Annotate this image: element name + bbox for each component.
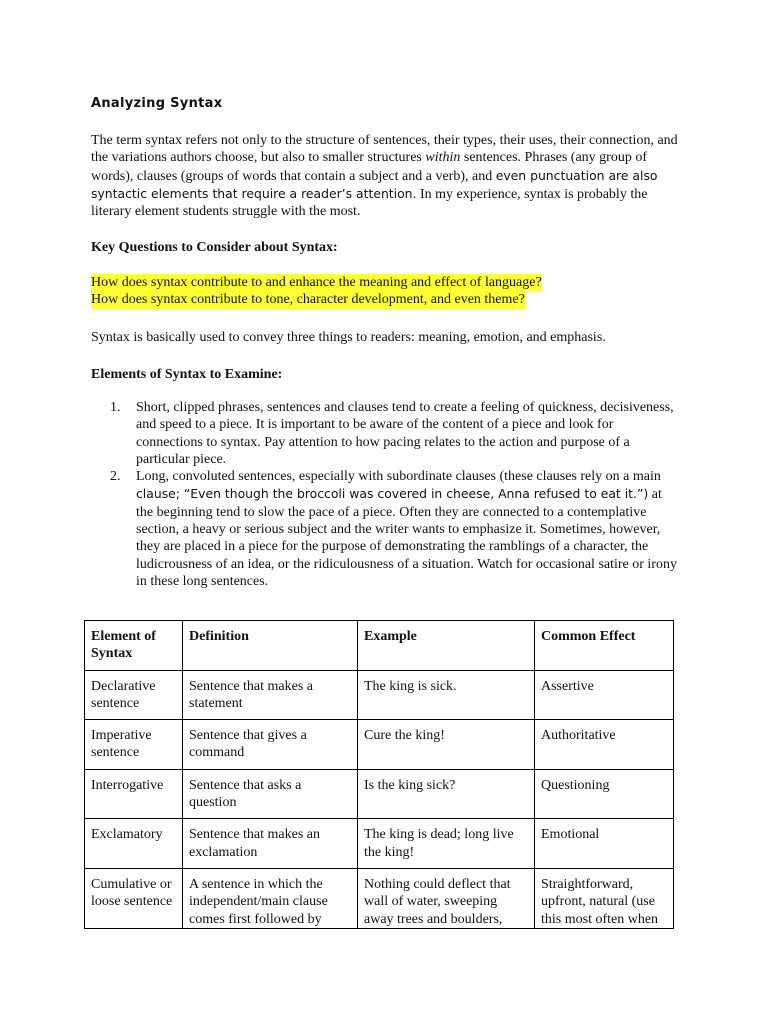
list-item-text: Short, clipped phrases, sentences and clauses tend to create a feeling of quickness, decisiveness, and speed to a piece. It is important to be aware of the content of a piece and look for connections to syntax. Pay attention to how pacing relates to the action and purpose of a particular piece. [136, 400, 674, 467]
table-cell-text: Straightforward, upfront, natural (use this most often when [541, 876, 659, 927]
table-header-row [85, 621, 674, 671]
table-cell: Emotional [535, 819, 674, 869]
table-cell: The king is dead; long live the king! [358, 819, 535, 869]
syntax-table [84, 620, 674, 929]
document-title: Analyzing Syntax [91, 96, 223, 111]
table-row [85, 819, 674, 869]
summary-paragraph: Syntax is basically used to convey three things to readers: meaning, emotion, and emphasis. [91, 330, 606, 345]
table-header-cell: Element of Syntax [85, 621, 183, 671]
table-cell [183, 868, 358, 928]
list-item-number: 2. [110, 469, 121, 485]
list-item-text-1: Long, convoluted sentences, especially with subordinate clauses (these clauses rely on a main [136, 469, 661, 485]
list-item-text-sans: clause; “Even though the broccoli was covered in cheese, Anna refused to eat it.”) [136, 486, 649, 502]
table-cell-text: Cumulative or loose sentence [91, 876, 173, 910]
intro-text-2: sentences. Phrases (any group of words), clauses (groups of words that contain a subject and a verb), and [91, 150, 648, 184]
intro-text-3: In my experience, syntax is probably the literary element students struggle with the most. [91, 186, 648, 220]
intro-text-1: The term syntax refers not only to the structure of sentences, their types, their uses, their connection, and the variations authors choose, but also to smaller structures [91, 133, 678, 166]
table-cell: Sentence that makes a statement [183, 670, 358, 720]
table-cell: Sentence that asks a question [183, 769, 358, 819]
table-cell: Declarative sentence [85, 670, 183, 720]
table-cell: Questioning [535, 769, 674, 819]
table-cell: The king is sick. [358, 670, 535, 720]
table-cell [85, 868, 183, 928]
table-cell: Exclamatory [85, 819, 183, 869]
list-item-text-2: at the beginning tend to slow the pace of a piece. Often they are connected to a contemplative section, a heavy or serious subject and the writer wants to emphasize it. Sometimes, however, they are placed in a piece for the purpose of demonstrating the ramblings of a character, the ludicrousness of an idea, or the ridiculousness of a situation. Watch for occasional satire or irony in these long sentences. [136, 487, 677, 589]
table-cell: Imperative sentence [85, 720, 183, 770]
table-cell: Is the king sick? [358, 769, 535, 819]
table-cell: Assertive [535, 670, 674, 720]
table-row [85, 720, 674, 770]
table-header-cell: Example [358, 621, 535, 671]
list-item [110, 468, 681, 590]
table-cell: Sentence that makes an exclamation [183, 819, 358, 869]
table-cell: Interrogative [85, 769, 183, 819]
elements-heading: Elements of Syntax to Examine: [91, 367, 283, 382]
highlighted-question-1: How does syntax contribute to and enhance the meaning and effect of language? [91, 275, 542, 290]
table-cell: Cure the king! [358, 720, 535, 770]
table-cell: Authoritative [535, 720, 674, 770]
intro-text-sans: even punctuation are also syntactic elements that require a reader’s attention. [91, 167, 658, 201]
table-row [85, 868, 674, 928]
table-cell [358, 868, 535, 928]
table-cell [535, 868, 674, 928]
key-questions-heading: Key Questions to Consider about Syntax: [91, 240, 338, 255]
highlighted-question-2: How does syntax contribute to tone, character development, and even theme? [91, 292, 525, 308]
list-item [110, 399, 681, 468]
highlighted-questions [91, 274, 542, 309]
intro-italic: within [425, 150, 461, 166]
table-row [85, 769, 674, 819]
table-header-cell: Common Effect [535, 621, 674, 671]
table-cell-text: A sentence in which the independent/main clause comes first followed by [189, 876, 328, 927]
table-cell: Sentence that gives a command [183, 720, 358, 770]
table-header-cell: Definition [183, 621, 358, 671]
table-cell-text: Nothing could deflect that wall of water, sweeping away trees and boulders, [364, 876, 511, 927]
list-item-number: 1. [110, 400, 121, 415]
elements-list [91, 399, 681, 590]
table-row [85, 670, 674, 720]
intro-paragraph [91, 132, 683, 220]
